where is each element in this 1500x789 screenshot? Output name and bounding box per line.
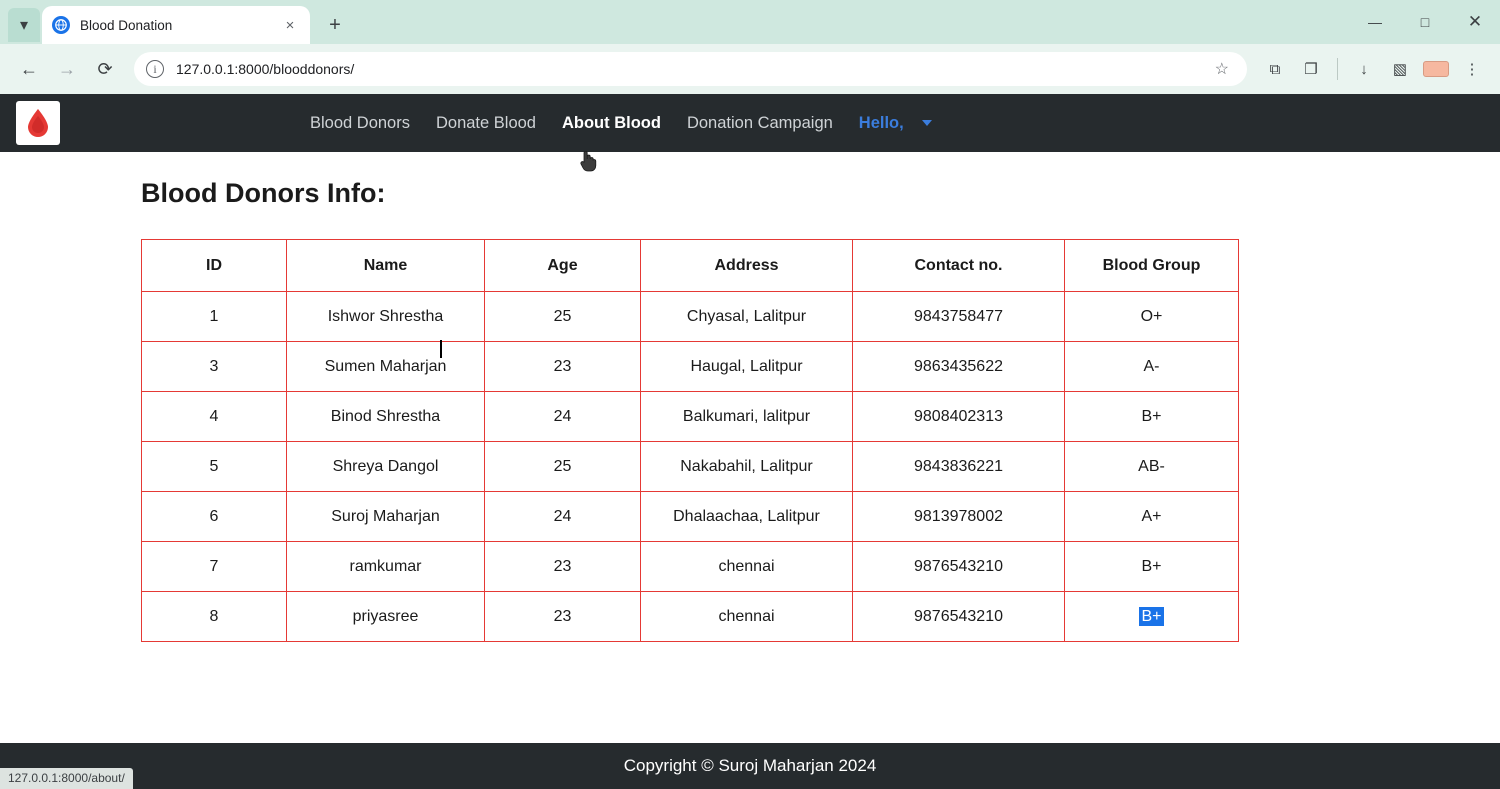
tab-strip — [0, 0, 1500, 44]
cell-contact: 9813978002 — [853, 492, 1065, 542]
site-navbar — [0, 94, 1500, 152]
cell-age: 24 — [485, 492, 641, 542]
nav-links — [310, 114, 932, 133]
site-footer: Copyright © Suroj Maharjan 2024 — [0, 743, 1500, 789]
cell-address: chennai — [641, 542, 853, 592]
back-icon[interactable]: ← — [20, 58, 38, 79]
browser-tab[interactable] — [42, 6, 310, 44]
cell-age: 25 — [485, 442, 641, 492]
tab-title: Blood Donation — [80, 17, 173, 33]
bookmark-icon[interactable]: ☆ — [1214, 61, 1229, 78]
url-text[interactable]: 127.0.0.1:8000/blooddonors/ — [176, 61, 355, 77]
cell-contact: 9863435622 — [853, 342, 1065, 392]
column-header-address: Address — [641, 240, 853, 292]
cell-age: 25 — [485, 292, 641, 342]
cell-address: Nakabahil, Lalitpur — [641, 442, 853, 492]
cell-name: ramkumar — [287, 542, 485, 592]
split-screen-icon[interactable]: ❐ — [1304, 61, 1318, 78]
site-info-icon[interactable]: i — [146, 60, 164, 78]
address-bar[interactable] — [134, 52, 1247, 86]
table-header-row — [142, 240, 1239, 292]
extension-icon[interactable]: ⧉ — [1269, 60, 1281, 78]
new-tab-button[interactable]: + — [329, 13, 341, 36]
cell-name: Shreya Dangol — [287, 442, 485, 492]
cell-blood-group-selected[interactable] — [1065, 592, 1239, 642]
table-row — [142, 392, 1239, 442]
cell-address: chennai — [641, 592, 853, 642]
cell-name: Suroj Maharjan — [287, 492, 485, 542]
table-row — [142, 292, 1239, 342]
blood-drop-logo-icon[interactable] — [16, 101, 60, 145]
profile-avatar[interactable] — [1420, 53, 1452, 85]
close-icon[interactable]: × — [285, 16, 295, 34]
column-header-blood-group: Blood Group — [1065, 240, 1239, 292]
cell-blood-group: B+ — [1065, 542, 1239, 592]
avatar — [1423, 61, 1449, 77]
account-label: Hello, — [858, 113, 904, 132]
globe-icon — [52, 16, 70, 34]
page-title: Blood Donors Info: — [141, 178, 386, 208]
table-row — [142, 542, 1239, 592]
minimize-icon[interactable]: — — [1368, 14, 1382, 30]
cell-id: 4 — [142, 392, 287, 442]
cell-id: 8 — [142, 592, 287, 642]
reload-icon[interactable]: ⟳ — [97, 58, 113, 79]
maximize-icon[interactable]: □ — [1420, 14, 1430, 30]
download-icon[interactable]: ↓ — [1360, 60, 1368, 78]
nav-link-donation-campaign[interactable]: Donation Campaign — [686, 113, 833, 132]
toolbar-divider — [1337, 58, 1338, 80]
column-header-age: Age — [485, 240, 641, 292]
forward-icon[interactable]: → — [58, 58, 76, 79]
cell-age: 24 — [485, 392, 641, 442]
cell-blood-group: A+ — [1065, 492, 1239, 542]
cell-age: 23 — [485, 592, 641, 642]
chrome-menu-icon[interactable]: ⋮ — [1464, 61, 1480, 78]
cell-age: 23 — [485, 342, 641, 392]
column-header-name: Name — [287, 240, 485, 292]
cell-contact: 9843836221 — [853, 442, 1065, 492]
table-row — [142, 592, 1239, 642]
chevron-down-icon — [922, 120, 932, 126]
browser-toolbar — [0, 44, 1500, 94]
cell-contact: 9808402313 — [853, 392, 1065, 442]
cell-name: Sumen Maharjan — [287, 342, 485, 392]
cell-id: 1 — [142, 292, 287, 342]
cell-blood-group: O+ — [1065, 292, 1239, 342]
cell-id: 3 — [142, 342, 287, 392]
nav-link-about-blood[interactable]: About Blood — [561, 113, 661, 132]
cell-id: 5 — [142, 442, 287, 492]
table-row — [142, 442, 1239, 492]
column-header-contact: Contact no. — [853, 240, 1065, 292]
cell-blood-group: B+ — [1065, 392, 1239, 442]
donors-table — [141, 239, 1239, 642]
cell-name: Binod Shrestha — [287, 392, 485, 442]
tab-search-icon[interactable]: ▾ — [8, 8, 40, 42]
page-viewport — [0, 94, 1500, 789]
table-row — [142, 492, 1239, 542]
side-panel-icon[interactable]: ▧ — [1392, 61, 1408, 78]
cell-name: priyasree — [287, 592, 485, 642]
cell-contact: 9876543210 — [853, 592, 1065, 642]
cell-id: 6 — [142, 492, 287, 542]
window-controls — [1350, 0, 1500, 44]
nav-link-blood-donors[interactable]: Blood Donors — [310, 113, 410, 132]
close-window-icon[interactable]: ✕ — [1467, 12, 1483, 31]
cell-address: Chyasal, Lalitpur — [641, 292, 853, 342]
cell-address: Haugal, Lalitpur — [641, 342, 853, 392]
selected-text: B+ — [1141, 607, 1162, 625]
cell-address: Dhalaachaa, Lalitpur — [641, 492, 853, 542]
cell-contact: 9876543210 — [853, 542, 1065, 592]
cell-contact: 9843758477 — [853, 292, 1065, 342]
account-menu[interactable] — [859, 114, 932, 133]
cell-address: Balkumari, lalitpur — [641, 392, 853, 442]
cell-blood-group: A- — [1065, 342, 1239, 392]
text-caret — [440, 340, 442, 358]
status-bar-link-preview: 127.0.0.1:8000/about/ — [0, 768, 133, 789]
cell-id: 7 — [142, 542, 287, 592]
nav-link-donate-blood[interactable]: Donate Blood — [435, 113, 536, 132]
table-row — [142, 342, 1239, 392]
cell-age: 23 — [485, 542, 641, 592]
cell-blood-group: AB- — [1065, 442, 1239, 492]
cell-name: Ishwor Shrestha — [287, 292, 485, 342]
column-header-id: ID — [142, 240, 287, 292]
